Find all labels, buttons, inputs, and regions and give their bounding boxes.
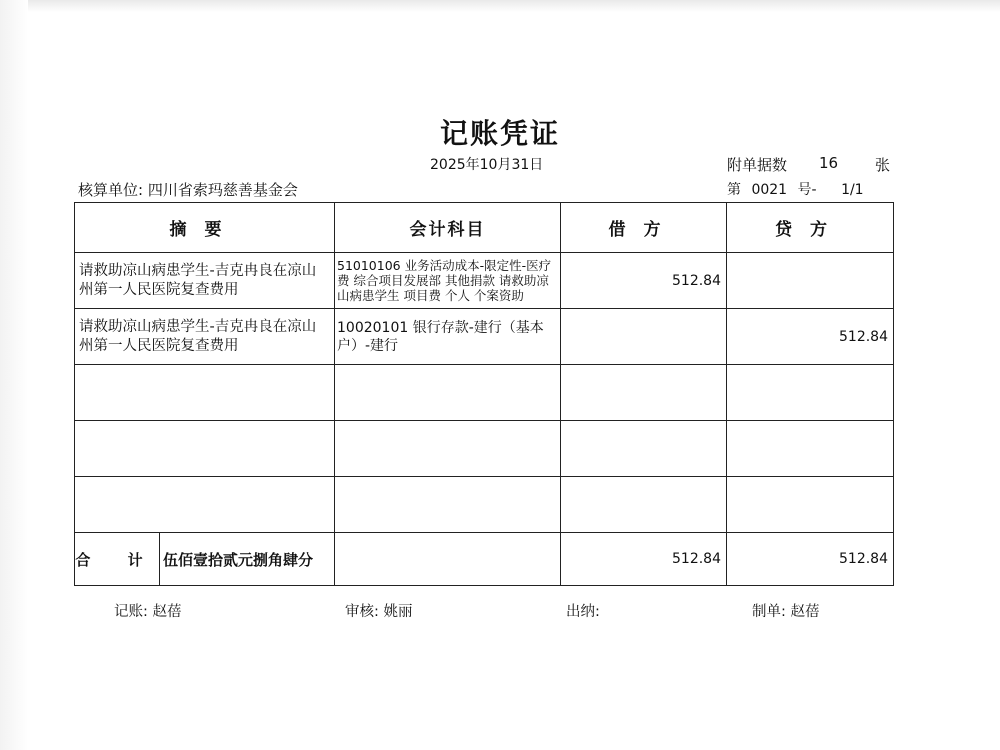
row-credit [727, 477, 894, 533]
reviewer-label: 审核: [345, 604, 379, 620]
row-summary [75, 477, 335, 533]
total-row [75, 533, 894, 586]
accounting-unit [78, 179, 298, 200]
header-account: 会计科目 [335, 203, 561, 253]
preparer-name: 赵蓓 [790, 604, 820, 620]
accounting-unit-label: 核算单位: [78, 181, 144, 199]
row-credit [727, 253, 894, 309]
reviewer [345, 600, 413, 621]
reviewer-name: 姚丽 [383, 604, 413, 620]
bookkeeper-name: 赵蓓 [152, 604, 182, 620]
header-summary: 摘要 [75, 203, 335, 253]
total-cell [75, 533, 335, 586]
voucher-number [727, 179, 870, 199]
row-debit [561, 421, 727, 477]
row-debit [561, 309, 727, 365]
voucher-table [74, 202, 894, 586]
table-header-row [75, 203, 894, 253]
row-credit [727, 421, 894, 477]
row-summary: 请救助凉山病患学生-吉克冉良在凉山州第一人民医院复查费用 [75, 253, 335, 309]
row-summary [75, 365, 335, 421]
voucher-number-prefix: 第 [727, 182, 741, 198]
accounting-unit-name: 四川省索玛慈善基金会 [147, 181, 298, 199]
table-row [75, 477, 894, 533]
row-debit [561, 477, 727, 533]
attachments-unit: 张 [875, 156, 891, 174]
attachments-count: 16 [819, 154, 839, 172]
total-account-empty [335, 533, 561, 586]
table-row [75, 253, 894, 309]
row-summary: 请救助凉山病患学生-吉克冉良在凉山州第一人民医院复查费用 [75, 309, 335, 365]
table-row [75, 309, 894, 365]
voucher-date: 2025年10月31日 [430, 157, 544, 173]
row-account [335, 421, 561, 477]
cashier [566, 600, 600, 621]
row-debit [561, 365, 727, 421]
total-amount-in-words: 伍佰壹拾贰元捌角肆分 [163, 550, 314, 569]
row-account [335, 477, 561, 533]
bookkeeper-label: 记账: [114, 604, 148, 620]
voucher-number-suffix: 号- [797, 182, 817, 198]
total-credit: 512.84 [727, 533, 894, 586]
cashier-label: 出纳: [566, 604, 600, 620]
table-row [75, 421, 894, 477]
row-account [335, 365, 561, 421]
total-debit: 512.84 [561, 533, 727, 586]
row-account: 51010106 业务活动成本-限定性-医疗费 综合项目发展部 其他捐款 请救助凉山病患学生 项目费 个人 个案资助 [335, 253, 561, 309]
preparer [752, 600, 820, 621]
row-account: 10020101 银行存款-建行（基本户）-建行 [335, 309, 561, 365]
row-credit: 512.84 [727, 309, 894, 365]
attachments-info [727, 154, 891, 175]
preparer-label: 制单: [752, 604, 786, 620]
voucher-title: 记账凭证 [439, 117, 560, 150]
voucher-number-value: 0021 [751, 182, 788, 198]
row-debit: 512.84 [561, 253, 727, 309]
paper-edge-top [0, 0, 1000, 12]
total-label: 合 计 [75, 533, 160, 585]
header-debit: 借方 [561, 203, 727, 253]
table-row [75, 365, 894, 421]
bookkeeper [114, 600, 182, 621]
header-credit: 贷方 [727, 203, 894, 253]
voucher-page: 1/1 [841, 182, 864, 198]
attachments-label: 附单据数 [727, 156, 788, 174]
row-credit [727, 365, 894, 421]
row-summary [75, 421, 335, 477]
